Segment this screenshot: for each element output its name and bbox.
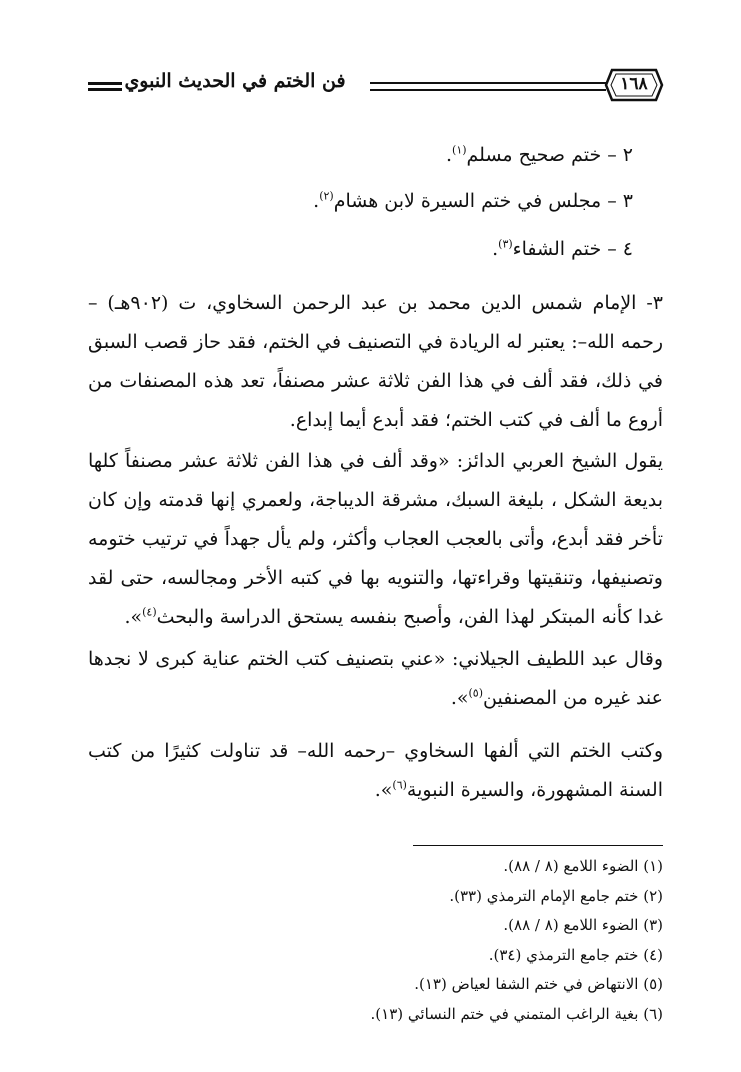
paragraph (88, 640, 663, 718)
running-title: فن الختم في الحديث النبوي (124, 70, 346, 92)
list-item-text: ٣ – مجلس في ختم السيرة لابن هشام (333, 190, 633, 212)
header-ornament-dash (88, 88, 122, 91)
paragraph (88, 442, 663, 637)
list-item-end: . (445, 144, 453, 166)
page-number: ١٦٨ (620, 74, 648, 94)
paragraph-end: ». (450, 687, 469, 709)
header-rule (370, 82, 606, 84)
footnote-separator (413, 845, 663, 846)
footnote-marker: (٢) (319, 189, 334, 203)
list-item-end: . (313, 190, 320, 212)
footnote-marker: (٥) (468, 686, 484, 700)
footnote: (٥) الانتهاض في ختم الشفا لعياض (١٣). (414, 975, 663, 993)
paragraph-end: ». (374, 779, 393, 801)
list-item (88, 186, 633, 216)
footnote: (٦) بغية الراغب المتمني في ختم النسائي (١٣). (370, 1004, 663, 1023)
list-item-end: . (492, 238, 499, 260)
footnote: (٣) الضوء اللامع (٨ / ٨٨). (503, 916, 663, 934)
footnote-marker: (٦) (392, 778, 407, 792)
list-item-text: ٤ – ختم الشفاء (512, 238, 633, 260)
paragraph-text: يقول الشيخ العربي الدائز: «وقد ألف في هذا الفن ثلاثة عشر مصنفاً كلها بديعة الشكل ، بليغة السبك، مشرقة الديباجة، ولعمري إنها قدمته وإن كان تأخر فقد أبدع، وأتى بالعجب العجاب وأكثر، ولم يأل جهداً في ترتيب ختومه وتصنيفها، وتنقيتها وقراءتها، والتنويه بها في كتبه الأخر ومجالسه، حتى لقد غدا كأنه المبتكر لهذا الفن، وأصبح بنفسه يستحق الدراسة والبحث (88, 450, 663, 628)
list-item (88, 140, 633, 170)
page-header (0, 62, 741, 112)
paragraph-text: وقال عبد اللطيف الجيلاني: «عني بتصنيف كتب الختم عناية كبرى لا نجدها عند غيره من المصنفين (88, 648, 663, 709)
header-ornament-dash (88, 82, 122, 85)
footnote: (٢) ختم جامع الإمام الترمذي (٣٣). (449, 886, 663, 905)
footnote: (٤) ختم جامع الترمذي (٣٤). (488, 945, 663, 964)
footnote-marker: (٣) (498, 237, 513, 251)
footnote-marker: (٤) (142, 605, 157, 619)
paragraph-text: وكتب الختم التي ألفها السخاوي –رحمه الله– قد تناولت كثيرًا من كتب السنة المشهورة، والسيرة النبوية (88, 740, 663, 801)
list-item (88, 234, 633, 264)
footnote: (١) الضوء اللامع (٨ / ٨٨). (503, 857, 663, 875)
paragraph-text: ٣- الإمام شمس الدين محمد بن عبد الرحمن السخاوي، ت (٩٠٢هـ) – رحمه الله–: يعتبر له الريادة في التصنيف في الختم، فقد حاز قصب السبق في ذلك، فقد ألف في هذا الفن ثلاثة عشر مصنفاً، تعد هذه المصنفات من أروع ما ألف في كتب الختم؛ فقد أبدع أيما إبداع. (88, 292, 663, 431)
footnote-marker: (١) (452, 143, 467, 157)
list-item-text: ٢ – ختم صحيح مسلم (466, 144, 633, 166)
paragraph-end: ». (124, 606, 143, 628)
footnotes (300, 852, 663, 1029)
paragraph (88, 284, 663, 440)
paragraph (88, 732, 663, 810)
page-number-frame (604, 68, 664, 102)
header-rule (370, 89, 606, 91)
